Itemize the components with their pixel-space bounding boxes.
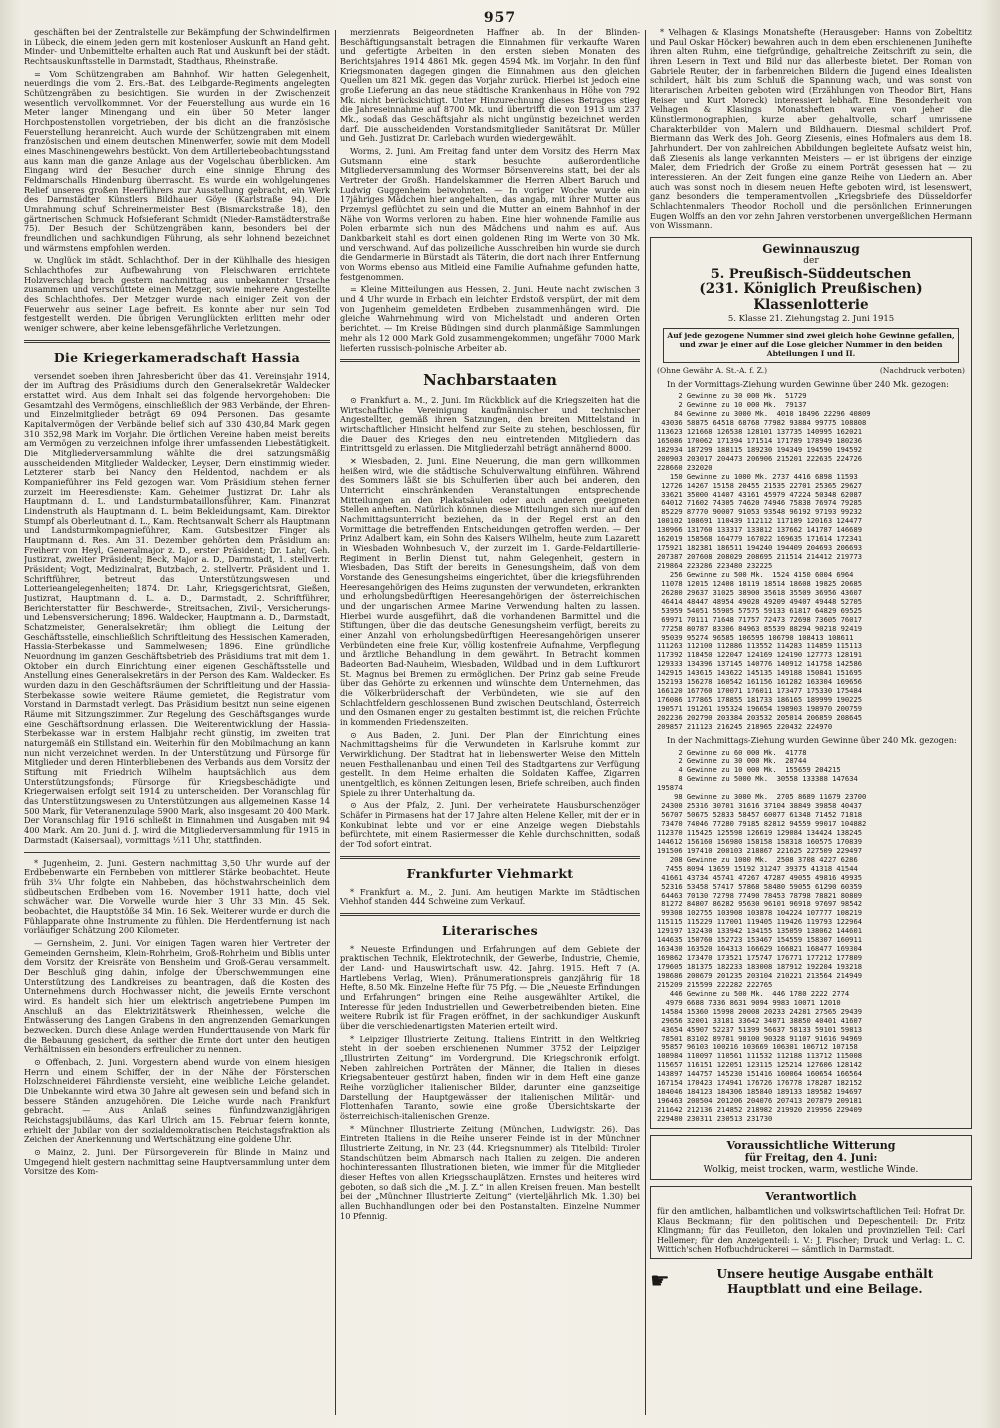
section-divider [340,856,640,859]
weather-forecast: Wolkig, meist trocken, warm, westliche Winde. [703,1164,919,1175]
column-middle [340,28,640,1418]
responsible-title: Verantwortlich [765,1190,857,1204]
column-rule-left [335,30,336,1415]
lottery-title-2: (231. Königlich Preußischen) Klassenlotterie [699,281,923,314]
responsible-box [650,1186,972,1259]
article-wiesbaden: ✕ Wiesbaden, 2. Juni. Eine Neuerung, die man gern willkommen heißen wird, wie die städtische Schulverwaltung einführen. Während des Sommers läßt sie bis Schulferien über auch bei anderen, den Unterricht einschränkenden Veranstaltungen entsprechende Mitteilungen an den Plakatsäulen oder auch anderen geeigneten Stellen anheften. Natürlich können diese Mitteilungen sich nur auf den Nachmittagsunterricht beziehen, da in der Regel erst an den Vormittage die betreffenden Entscheidungen getroffen werden. — Der Prinz Adalbert kam, ein Sohn des Kaisers Wilhelm, heute zum Lazarett in Wiesbaden Wohnbesuch V., der zurzeit im 1. Garde-Feldartillerie-Regiment in Berlin Dienst tut, nahm Gelegenheit, gestern in Wiesbaden, Das Stift der bereits in Genesungsheim, daß von dem Vorstande des Genesungsheims eingerichtet, über die kriegsführenden Heeresangehörigen des Heims zugunsten der verwundeten, erkrankten und erholungsbedürftigen Heeresangehörigen der österreichischen und der ungarischen Armee Marine Verwendung halten zu lassen. Hierbei wurde ausgeführt, daß die vorhandenen Barmittel und die Stiftungen, über die das deutsche Genesungsheim verfügt, bereits zu einer Anzahl von erholungsbedürftigen Heeresangehörigen unserer Verbündeten eine freie Kur, völlig kostenfreie Aufnahme, Verpflegung und ärztliche Behandlung in dem gewährt. In Betracht kommen Badeorten Bad-Nauheim, Wiesbaden, Wildbad und in dem Luftkurort St. Magnus bei Bremen zu ermöglichen. Der Prinz gab seine Freude über das Gehörte zu erkennen und wünschte dem Unternehmen, das die Völkerbrüderschaft der Verbündeten, wie sie auf den Schlachtfeldern geschlossenen Bund zwischen Deutschland, Österreich und den Osmanen enger zu gestalten bestimmt ist, die reichen Früchte in kommenden Friedenszeiten. [340,455,640,728]
lottery-title-1: 5. Preußisch-Süddeutschen [710,266,912,282]
weather-date: für Freitag, den 4. Juni: [744,1152,878,1164]
responsible-text: für den amtlichen, halbamtlichen und volkswirtschaftlichen Teil: Hofrat Dr. Klaus Beckmann; für den politischen und Depeschenteil: Dr. Fritz Klingmann; für das Feuilleton, den lokalen und provinziellen Teil: Carl Hellemer; für den Anzeigenteil: i. V.: J. Fischer; Druck und Verlag: L. C. Wittich'schen Hofbuchdruckerei — sämtlich in Darmstadt. [657,1207,965,1254]
article-mainz: ⊙ Mainz, 2. Juni. Der Fürsorgeverein für Blinde in Mainz und Umgegend hielt gestern nachmittag seine Hauptversammlung unter dem Vorsitze des Kom- [24,1146,330,1177]
heading-nachbarstaaten: Nachbarstaaten [423,371,557,390]
section-divider [340,913,640,916]
page-number: 957 [483,10,517,26]
article-viehmarkt: * Frankfurt a. M., 2. Juni. Am heutigen Markte im Städtischen Viehhof standen 444 Schweine zum Verkauf. [340,886,640,907]
article-small-news-hessen: = Kleine Mitteilungen aus Hessen, 2. Juni. Heute nacht zwischen 3 und 4 Uhr wurde in Erbach ein leichter Erdstoß verspürt, der mit dem von Jugenheim gemeldeten Erdbeben zusammenhängen wird. Die gleiche Wahrnehmung wird von Michelstadt und anderen Orten berichtet. — Im Kreise Büdingen sind durch planmäßige Sammlungen mehr als 12 000 Mark Gold zusammengekommen; ungefähr 7000 Mark lieferten russisch-polnische Arbeiter ab. [340,284,640,353]
article-hassia-report: versendet soeben ihren Jahresbericht über das 41. Vereinsjahr 1914, der im Auftrag des Präsidiums durch den Generalsekretär Waldecker erstattet wird. Aus dem Inhalt sei das folgende hervorgehoben: Die Gesamtzahl des Vermögens, einschließlich der 983 Verbände, der Ehren- und Einzelmitglieder beträgt 69 094 Personen. Das gesamte Kapitalvermögen der Verbände belief sich auf 330 430,84 Mark gegen 310 352,98 Mark im Vorjahr. Die örtlichen Vereine haben meist bereits am Vermögen zu verzeichnen infolge ihrer umfassenden Liebestätigkeit. Die Mitgliederversammlung wählte die drei satzungsmäßig ausscheidenden Mitglieder Waldecker, Leyser, Dern einstimmig wieder. Letzterer starb bei Nancy den Heldentod, nachdem er als Kompanieführer ins Feld gezogen war. Vom Präsidium stehen ferner zurzeit im Heeresdienste: Kam. Geheimer Justizrat Dr. Lahr als Hauptmann d. L. und Landsturmbataillonsführer, Kam. Finanzrat Lindenstruth als Hauptmann d. L. beim Bekleidungsamt, Kam. Direktor Stumpf als Oberleutnant d. L., Kam. Rechtsanwalt Scherr als Hauptmann und Landsturmkompagnieführer, Kam. Gutsbesitzer Finger als Hauptmann d. Res. Am 31. Dezember gehörten dem Präsidium an: Freiherr von Heyl, Generalmajor z. D., erster Präsident; Dr. Lahr, Geh. Justizrat, zweiter Präsident; Beck, Major a. D., Darmstadt, 1. stellvertr. Präsident; Vogt, Medizinalrat, Butzbach, 2. stellvertr. Präsident und 1. Schriftführer, betreut das Unterstützungswesen und Lotterieangelegenheiten; 1874. Dr. Lahr, Kriegsgerichtsrat, Gießen, Justizrat, Hauptmann d. L. a. D., Darmstadt, 2. Schriftführer, Berichterstatter für Beschwerde-, Streitsachen, Zivil-, Versicherungs- und Lebensversicherung; 1896. Waldecker, Hauptmann a. D., Darmstadt, Schatzmeister, Generalsekretär; ihm obliegt die Leitung der Geschäftsstelle, einschließlich Schriftleitung des Hessischen Kameraden, Hassia-Sterbekasse und Sammelwesen; 1896. Eine gründliche Neuordnung im ganzen Geschäftsbetrieb des Präsidiums trat mit dem 1. Oktober ein durch Einrichtung einer eigenen Geschäftsstelle und Anstellung eines Generalsekretärs in der Person des Kam. Waldecker. Es wurden dazu in den Geschäftsräumen der Schriftleitung und der Hassia-Sterbekasse sowie weitere Räume gemietet, die Registratur vom Vorstand in Darmstadt verlegt. Das Präsidium besitzt nun seine eigenen Räume mit Sitzungszimmer. Zur Regelung des Geschäftsganges wurde eine Geschäftsordnung erlassen. Die Weiterentwicklung der Hassia-Sterbekasse war in erstem Halbjahr recht günstig, im zweiten trat naturgemäß ein Stillstand ein. Weiterhin für den Mobilmachung an kann nun nicht verzeichnet werden. In der Unterstützung und Fürsorge für Mitglieder und deren Hinterbliebenen des Verbands aus dem Vorsitz der Stiftung mit Friedrich Wilhelm hauptsächlich aus dem Unterstützungsfonds; Fürsorge für Kriegsbeschädigte und Kriegerwaisen erfolgt seit 1914 zu unterscheiden. Der Voranschlag für das Unterstützungswesen zu Unterstützungen aus allgemeinen Kasse 14 500 Mark, für Veteranenzulage 5900 Mark, also insgesamt 20 400 Mark. Der Voranschlag für 1916 schließt in Einnahmen und Ausgaben mit 94 400 Mark. Am 20. Juni d. J. wird die Mitgliederversammlung für 1915 in Darmstadt (Kaisersaal), vormittags ½11 Uhr, stattfinden. [24,370,330,845]
heading-kriegerkameradschaft: Die Kriegerkameradschaft Hassia [53,349,301,365]
lottery-box [650,237,972,1129]
article-worms: Worms, 2. Juni. Am Freitag fand unter dem Vorsitz des Herrn Max Gutsmann eine stark besuchte außerordentliche Mitgliederversammlung des Wormser Börsenvereins statt, bei der als Vertreter der Großh. Handelskammer die Herren Albert Baruch und Ludwig Guggenheim beiwohnten. — In voriger Woche wurde ein 17jähriges Mädchen hier angehalten, das angab, mit ihrer Mutter aus Przemysl geflüchtet zu sein und die Mutter an einem Bahnhof in der Nähe von Worms verloren zu haben. Eine hier wohnende Familie aus Polen erbarmte sich nun des Mädchens und nahm es auf. Aus Dankbarkeit stahl es dort einen goldenen Ring im Werte von 30 Mk. und verschwand. Auf das polizeiliche Ausschreiben hin wurde sie durch die Gendarmerie in Bürstadt als Täterin, die dort nach ihrer Entfernung von Worms ebenso aus Mitleid eine Familie Aufnahme gefunden hatte, festgenommen. [340,146,640,282]
section-divider [24,852,330,853]
lottery-subtitle: 5. Klasse 21. Ziehungstag 2. Juni 1915 [727,314,895,325]
lottery-guarantee: (Ohne Gewähr A. St.-A. f. Z.) [657,365,768,375]
article-pfalz: ⊙ Aus der Pfalz, 2. Juni. Der verheiratete Hausburschenzöger Schäfer in Pirmasens hat der 17 Jahre alten Helene Keller, mit der er in Konkubinat lebte und vor er eine Anzeige wegen Diebstahls befürchtete, mit einem Rasiermesser die Kehle durchschnitten, sodaß der Tod sofort eintrat. [340,800,640,850]
article-jugenheim: * Jugenheim, 2. Juni. Gestern nachmittag 3,50 Uhr wurde auf der Erdbebenwarte ein Fernbeben von mittlerer Stärke beobachtet. Heute früh 3¼ Uhr folgte ein Nahbeben, das höchstwahrscheinlich dem südbeutschen Erdbeben vom 16. November 1911 hatte, doch viel schwächer war. Die Vorwelle wurde hier 3 Uhr 33 Min. 45 Sek. beobachtet, die Hauptstöße 34 Min. 16 Sek. Weiterer wurde er durch die Fühlapparate ohne Instrumente zu fühlen. Die Herdentfernung ist nach vorläufiger Schätzung 200 Kilometer. [24,857,330,936]
article-leipziger: * Leipziger Illustrierte Zeitung. Italiens Eintritt in den Weltkrieg steht in der soeben erschienenen Nummer 3752 der Leipziger „Illustrirten Zeitung“ im Vordergrund. Die Kriegschronik erfolgt. Neben zahlreichen Porträten der Männer, die Italien in dieses Kriegsabenteuer gestürzt haben, finden wir in dem Heft eine ganze Reihe vorzüglicher italienischer Bilder, darunter eine ganzseitige Darstellung der Hauptgewässer der italienischen Militär- und Flottenhafen Taranto, sowie eine große Übersichtskarte der österreichisch-italienischen Grenze. [340,1033,640,1122]
lottery-afternoon-intro: In der Nachmittags-Ziehung wurden Gewinne über 240 Mk. gezogen: [667,734,957,745]
article-erfindungen: * Neueste Erfindungen und Erfahrungen auf dem Gebiete der praktischen Technik, Elektrotechnik, der Gewerbe, Industrie, Chemie, der Land- und Hauswirtschaft usw. 42. Jahrg. 1915. Heft 7 (A. Hartlebens Verlag, Wien). Pränumerationspreis ganzjährig für 18 Hefte, 8.50 Mk. Einzelne Hefte für 75 Pfg. — Die „Neueste Erfindungen und Erfahrungen“ bringen eine Reihe ausgewählter Artikel, die Interesse für jeden Industriellen und Gewerbetreibenden bieten. Eine weitere Rubrik ist für Fragen eröffnet, in der sachkundiger Auskunft über die verschiedenartigsten Materien erteilt wird. [340,943,640,1031]
lottery-header [657,242,965,324]
lottery-der: der [803,256,819,267]
heading-literarisches: Literarisches [442,922,538,938]
column-rule-right [645,30,646,1415]
article-swindle-info: geschäften bei der Zentralstelle zur Bekämpfung der Schwindelfirmen in Lübeck, die einem jeden gern mit kostenloser Auskunft an Hand geht. Minder- und Unbemittelte erhalten auch Rat und Auskunft bei der städt. Rechtsauskunftsstelle in Darmstadt, Stadthaus, Rheinstraße. [24,28,330,67]
lottery-morning-numbers: 2 Gewinne zu 30 000 Mk. 51729 2 Gewinne zu 10 000 Mk. 79137 84 Gewinne zu 3000 Mk. 4010 18496 22296 40809 43036 58875 64518 68768 77982 93884 99775 108808 113623 121668 126538 128101 137735 140995 162021 165086 170062 171394 171514 171789 178949 180236 182934 187299 188115 189230 194349 194590 194592 200903 203017 204473 206906 215201 222635 224726 228660 232020 150 Gewinne zu 1000 Mk. 2737 4416 6898 11593 12726 14267 15158 20455 21535 22701 25365 29627 33621 35000 41407 43161 45979 47224 50348 62087 64012 71602 74305 74620 74946 75838 76974 79285 85229 87770 90007 91053 93548 96192 97193 99232 100102 108691 110439 112112 117189 120163 124477 130966 131760 133317 133812 137662 141787 146689 162019 158568 164779 167022 169635 171614 172341 175921 182381 186511 194240 194409 204693 206693 207387 207608 208029 208695 211514 214412 219773 219864 223286 223480 232225 256 Gewinne zu 500 Mk. 1524 4150 6004 6964 11078 12015 12408 18119 18514 18608 19825 20685 26280 29637 31025 38900 35618 35509 36956 43607 46414 48447 48954 49028 49209 49407 49448 52705 53959 54051 55905 57575 59133 61817 64829 69525 69971 70111 71648 71757 72473 72698 73605 76017 77258 80787 83306 84963 85539 88294 90218 92419 95039 95274 96585 106595 106790 108413 108611 111263 112100 112886 113552 114283 114859 115113 117392 118450 122047 124169 124190 127773 128191 129333 134396 137145 140776 140912 141758 142586 142915 143615 143622 145135 149188 150841 151695 152193 156278 160542 161156 161282 163304 169656 166120 167760 170071 176011 173477 175330 175484 176086 177865 178855 181733 186165 189999 190225 190571 191261 195324 196654 198903 198970 200759 202236 202790 203384 203532 205014 206859 208645 209857 211123 216245 218965 220432 224970 [657,391,871,731]
section-divider [24,340,330,343]
section-divider [340,359,640,362]
closing-note [650,1267,972,1296]
column-left [24,28,330,1418]
lottery-heading: Gewinnauszug [762,242,860,257]
article-muenchner: * Münchner Illustrierte Zeitung (München, Ludwigstr. 26). Das Eintreten Italiens in die Reihe unserer Feinde ist in der Münchner Illustrierte Zeitung, in Nr. 23 (44. Kriegsnummer) als Titelbild: Tiroler Standschützen beim Abmarsch nach Italien zu zeigen. Die anderen hochinteressanten Illustrationen bieten, wie immer für die Mitglieder dieser Heftes von allen Kriegsschauplätzen. Ernstes und heiteres wird geboten, so daß sich die „M. J. Z.“ in allen Kreisen freuen. Man bestellt bei der „Münchner Illustrierte Zeitung“ (vierteljährlich Mk. 1.30) bei allen Buchhandlungen oder bei den Postanstalten. Einzelne Nummer 10 Pfennig. [340,1123,640,1221]
lottery-morning-intro: In der Vormittags-Ziehung wurden Gewinne über 240 Mk. gezogen: [667,378,949,389]
article-baden: ⊙ Aus Baden, 2. Juni. Der Plan der Einrichtung eines Nachmittagsheims für die Verwundeten in Karlsruhe kommt zur Verwirklichung. Der Stadtrat hat in liebenswerter Weise den Mitteln neuen Festhallenanbau und einen Teil des Stadtgartens zur Verfügung gestellt. In dem Heime erhalten die Soldaten Kaffee, Zigarren unentgeltlich, es können Zeitungen lesen, Briefe schreiben, auch finden Spiele zu ihrer Unterhaltung da. [340,729,640,798]
weather-box [650,1135,972,1180]
lottery-reprint: (Nachdruck verboten) [879,365,965,375]
article-gernsheim: — Gernsheim, 2. Juni. Vor einigen Tagen waren hier Vertreter der Gemeinden Gernsheim, Klein-Rohrheim, Groß-Rohrheim und Biblis unter dem Vorsitz der Kreisräte von Bensheim und Groß-Gerau versammelt. Der Beschluß ging dahin, infolge der Überschwemmungen eine Unterstützung des Landkreises zu beantragen, daß die Kosten des Unternehmens durch Hochwasser nicht, die jeweils Ernte verschont wird. Es handelt sich hier um elektrisch angetriebene Pumpen im Anschluß an das Elektrizitätswerk Rheinhessen, welche die Entwässerung des Langen Grabens in den angrenzenden Gemarkungen bezwecken. Durch diese Anlage werden Hunderttausende von Mark für die Bebauung gesichert, da seither die Ernte dort unter den heutigen Verhältnissen ein besonders erfreulicher zu nennen. [24,937,330,1055]
closing-text: Unsere heutige Ausgabe enthält Hauptblatt und eine Beilage. [716,1267,934,1296]
article-velhagen: * Velhagen & Klasings Monatshefte (Herausgeber: Hanns von Zobeltitz und Paul Oskar Höcker) bewahren auch in dem eben erschienenen Junihefte ihren alten Ruhm, eine tiefgründige, gehaltreiche Zeitschrift zu sein, die ihren Lesern in Text und Bild nur das allerbeste bietet. Der Roman von Gabriele Reuter, der in farbenreichen Bildern die Jugend eines Idealisten schildert, hält bis zum Schluß die Spannung wach, und was sonst von literarischen Arbeiten geboten wird (Erzählungen von Theodor Birt, Hans Reiser und Kurt Moreck) interessiert lebhaft. Eine Besonderheit von Velhagen & Klasings Monatsheften waren von jeher die Künstlermonographien, kurze aber gehaltvolle, scharf umrissene Charakterbilder von Malern und Bildhauern. Diesmal schildert Prof. Biermann das Werk des Joh. Georg Ziesenis, eines Hofmalers aus dem 18. Jahrhundert. Der von zahlreichen Abbildungen begleitete Aufsatz weist hin, daß Ziesenis als lange verkannten Meisters — er ist übrigens der einzige Maler, dem Friedrich der Große zu einem Porträt gesessen hat — zu interessieren. An der Zeit fungen eine ganze Reihe von Liedern an. Aber auch was sonst noch in diesem neuen Hefte geboten wird, ist lesenswert, ganz besonders die temperamentvollen „Kriegsbriefe des Düsseldorfer Schlachtenmalers Theodor Rocholl und die persönlichen Erinnerungen Eugen Wolffs an den vor zehn Jahren verstorbenen unvergeßlichen Hermann von Wissmann. [650,28,972,231]
lottery-notice: Auf jede gezogene Nummer sind zwei gleich hohe Gewinne gefallen, und zwar je einer auf die Lose gleicher Nummer in den beiden Abteilungen I und II. [663,328,959,363]
lottery-meta [657,367,965,376]
lottery-afternoon-numbers: 2 Gewinne zu 60 000 Mk. 41778 2 Gewinne zu 30 000 Mk. 28744 4 Gewinne zu 10 000 Mk. 155659 204215 8 Gewinne zu 5000 Mk. 30558 133388 147634 195874 98 Gewinne zu 3000 Mk. 2705 8689 11679 23700 24300 25316 30701 31616 37104 38849 39858 40437 56707 50675 52833 58457 60077 61348 71452 71818 73470 74046 77280 79185 82812 94559 99017 104882 112370 115425 125598 126619 129084 134424 138245 144612 156160 156980 158158 158318 160575 170839 191506 197410 200103 218867 221625 227509 229497 208 Gewinne zu 1000 Mk. 2508 3708 4227 6286 7455 8094 13659 15192 31247 39375 41318 41544 41661 43734 45741 47267 47287 49055 49816 49935 52316 53458 57417 57868 58480 59055 61290 60359 64463 70130 72798 77490 78453 78798 78821 80809 81272 84807 86282 95630 96101 96918 97697 98542 99308 102755 103908 103878 104224 107777 108219 115115 115229 117001 119405 119426 119793 122964 129197 132430 133942 134155 135059 138062 144601 144635 150760 152723 153467 154559 158307 160911 163430 163520 164313 166629 166821 168477 169304 169862 173470 173521 175747 176771 177212 177809 179605 181375 182233 183008 187912 192204 193218 198686 200679 201235 203104 210221 213564 214949 215209 215599 222282 222765 446 Gewinne zu 500 Mk. 446 1780 2222 2774 4979 6688 7336 8631 9094 9983 10071 12010 14584 15360 15998 20008 20233 24281 27565 29439 29656 32001 33181 33642 34071 38850 40401 41607 43654 45907 52237 51399 56637 58133 59101 59813 78501 83102 89781 90100 90328 91107 91616 94969 95857 96103 100216 103669 106301 106712 107158 108984 110097 110561 111532 112188 113712 115008 115657 116151 122051 123115 125214 127606 128142 143897 144757 145230 151416 160064 160654 166564 167154 170423 174941 176726 176778 178287 182152 184046 184123 184306 185840 189133 189582 194697 196463 200504 201206 204076 207413 207879 209181 211642 212136 214852 218982 219920 219956 229409 229480 230311 230513 231730 [657,747,867,1123]
article-mainz-cont: merzienrats Beigeordneten Haffner ab. In der Blinden-Beschäftigungsanstalt betragen die Einnahmen für verkaufte Waren und gefertigte Arbeiten in den ersten sieben Monaten des Berichtsjahres 1914 4861 Mk. gegen 4594 Mk. im Vorjahr. In den fünf Kriegsmonaten dagegen gingen die Einnahmen aus den gleichen Quellen um 821 Mk. gegen das Vorjahr zurück. Hierbei ist jedoch eine große Lieferung an das neue städtische Krankenhaus in Höhe von 792 Mk. nicht berücksichtigt. Unter Hinzurechnung dieses Betrages stieg die Jahreseinnahme auf 8700 Mk. und übertrifft die von 1913 um 237 Mk., sodaß das Geschäftsjahr als nicht ungünstig bezeichnet werden darf. Die ausscheidenden Vorstandsmitglieder Sanitätsrat Dr. Müller und Geh. Justizrat Dr. Carlebach wurden wiedergewählt. [340,28,640,144]
article-slaughterhouse-accident: w. Unglück im städt. Schlachthof. Der in der Kühlhalle des hiesigen Schlachthofes zur Aufbewahrung von Fleischwaren errichtete Holzverschlag brach gestern nachmittag aus unbekannter Ursache zusammen und verschüttete einen Metzger, sowie mehrere Angestellte des Schlachthofes. Der Metzger wurde nach einiger Zeit von der Feuerwehr aus seiner Lage befreit. Es konnte aber nur sein Tod festgestellt werden. Die übrigen Verunglückten erlitten mehr oder weniger schwere, aber keine lebensgefährliche Verletzungen. [24,255,330,334]
article-frankfurt: ⊙ Frankfurt a. M., 2. Juni. Im Rückblick auf die Kriegszeiten hat die Wirtschaftliche Vereinigung kaufmännischer und technischer Angestellter, gemäß ihren Satzungen, den breiten Mittelstand in wirtschaftlicher Hinsicht helfend zur Seite zu stehen, beschlossen, für die Dauer des Krieges den neu eintretenden Mitgliedern das Eintrittsgeld zu erlassen. Die Mitgliederzahl beträgt annähernd 8000. [340,394,640,454]
weather-title: Voraussichtliche Witterung [726,1138,896,1152]
article-trench-exhibit: = Vom Schützengraben am Bahnhof. Wir hatten Gelegenheit, neuerdings die vom 2. Ers.-Bat. des Leibgarde-Regiments angelegten Schützengräben zu besichtigen. Sie wurden in der Zwischenzeit wesentlich vervollkommnet. Vor der Feuerstellung aus wurde ein 16 Meter langer Minengang und ein über 50 Meter langer Horchpostenstollen vorgetrieben, der bis dicht an die französische Feuerstellung heranreicht. Auch wurde der Schützengraben mit einem französischen und einem deutschen Minenwerfer, sowie mit dem Modell eines Maschinengewehrs bestückt. Von dem Artilleriebeobachtungsstand aus kann man die ganze Anlage aus der Vogelschau überblicken. Am Eingang wird der Besucher durch eine sinnige Ehrung des Feldmarschalls Hindenburg überrascht. Es wurde ein wohlgelungenes Relief unseres großen Heerführers zur Ausstellung gebracht, ein Werk des Darmstädter Künstlers Bildhauer Göye (Karlstraße 94). Die Umrahmung schuf Schreinermeister Best (Bismarckstraße 18), den gärtnerischen Schmuck Hofsieferant Schmidt (Nieder-Ramstädterstraße 75). Der Besuch der Schützengräben kann, besonders bei der freundlichen und sachkundigen Führung, als sehr lohnend bezeichnet und wärmstens empfohlen werden. [24,68,330,253]
article-offenbach: ⊙ Offenbach, 2. Juni. Vorgestern abend wurde von einem hiesigen Herrn und einem Schiffer, der in der Nähe der Försterschen Holzschneiderei Fährdienste versieht, eine weibliche Leiche gelandet. Die Unbekannte wird etwa 30 Jahre alt gewesen sein und befand sich in bessere Ständen anzugehören. Die Leiche wurde nach Frankfurt gebracht. — Aus Anlaß seines fünfundzwanzigjährigen Reichstagsjubiläums, das Karl Ulrich am 15. Februar feiern konnte, erhielt der Jubilar von der sozialdemokratischen Reichstagsfraktion als Zeichen der Anerkennung und Wertschätzung eine goldene Uhr. [24,1056,330,1145]
column-right [650,28,972,1418]
heading-viehmarkt: Frankfurter Viehmarkt [406,865,574,881]
pointing-hand-icon: ☛ [650,1268,670,1294]
